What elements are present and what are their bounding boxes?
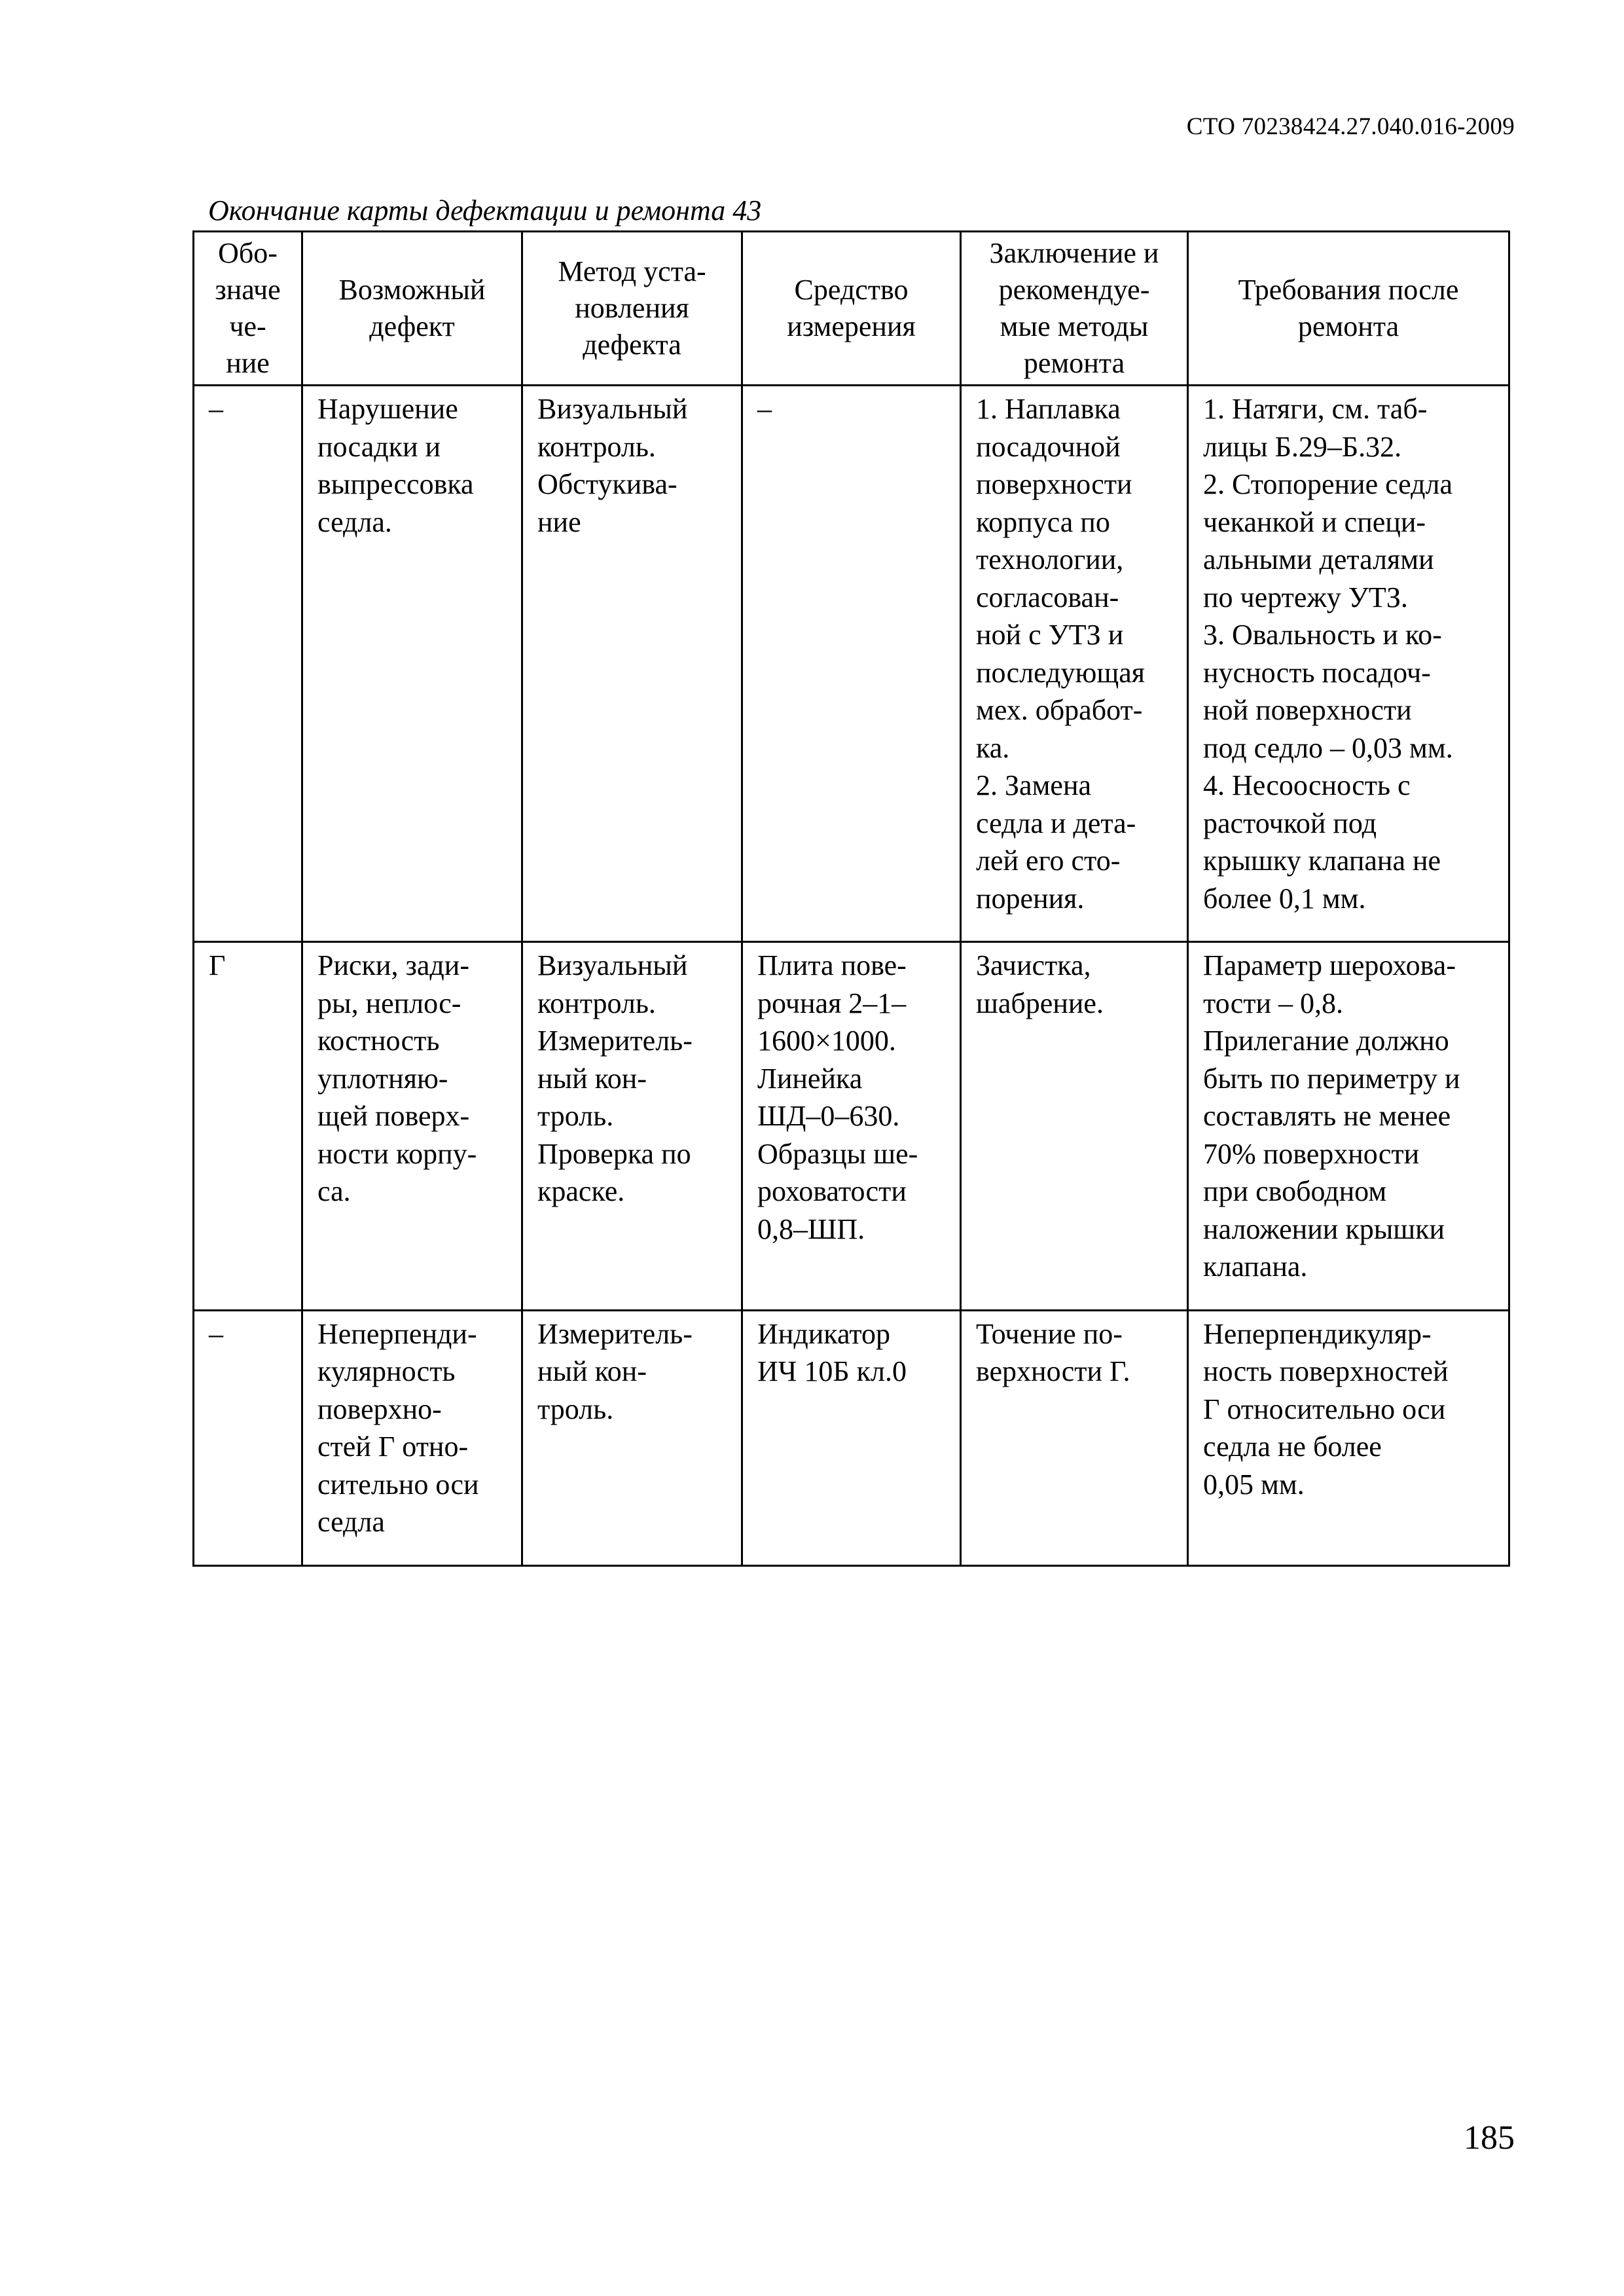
header-measuring-tool: Средство измерения	[742, 232, 961, 386]
cell-requirements: Параметр шерохова- тости – 0,8. Прилегание должно быть по периметру и составлять не менее 70% поверхности при свободном наложении крышки клапана.	[1188, 942, 1509, 1311]
cell-requirements: Неперпендикуляр- ность поверхностей Г относительно оси седла не более 0,05 мм.	[1188, 1310, 1509, 1565]
cell-designation: Г	[194, 942, 302, 1311]
header-requirements: Требования после ремонта	[1188, 232, 1509, 386]
cell-method: Измеритель- ный кон- троль.	[522, 1310, 742, 1565]
table-row	[194, 1310, 1509, 1565]
cell-defect: Неперпенди- кулярность поверхно- стей Г отно- сительно оси седла	[302, 1310, 522, 1565]
header-conclusion-repair: Заключение и рекомендуе- мые методы ремонта	[961, 232, 1188, 386]
header-designation: Обо- значе че- ние	[194, 232, 302, 386]
table-row	[194, 386, 1509, 942]
defect-repair-table	[192, 230, 1510, 1567]
cell-requirements: 1. Натяги, см. таб- лицы Б.29–Б.32. 2. Стопорение седла чеканкой и специ- альными деталями по чертежу УТЗ. 3. Овальность и ко- нусность посадоч- ной поверхности под седло – 0,03 мм. 4. Несоосность с расточкой под крышку клапана не более 0,1 мм.	[1188, 386, 1509, 942]
page-number: 185	[1464, 2119, 1515, 2157]
cell-tool: Индикатор ИЧ 10Б кл.0	[742, 1310, 961, 1565]
cell-method: Визуальный контроль. Измеритель- ный кон- троль. Проверка по краске.	[522, 942, 742, 1311]
header-possible-defect: Возможный дефект	[302, 232, 522, 386]
table-header-row	[194, 232, 1509, 386]
cell-defect: Нарушение посадки и выпрессовка седла.	[302, 386, 522, 942]
header-detection-method: Метод уста- новления дефекта	[522, 232, 742, 386]
table-caption: Окончание карты дефектации и ремонта 43	[208, 194, 762, 227]
cell-defect: Риски, зади- ры, неплос- костность уплотняю- щей поверх- ности корпу- са.	[302, 942, 522, 1311]
document-code: СТО 70238424.27.040.016-2009	[1186, 113, 1515, 140]
cell-tool: Плита пове- рочная 2–1– 1600×1000. Линейка ШД–0–630. Образцы ше- роховатости 0,8–ШП.	[742, 942, 961, 1311]
table-row	[194, 942, 1509, 1311]
cell-repair: Точение по- верхности Г.	[961, 1310, 1188, 1565]
cell-method: Визуальный контроль. Обстукива- ние	[522, 386, 742, 942]
cell-tool: –	[742, 386, 961, 942]
cell-repair: Зачистка, шабрение.	[961, 942, 1188, 1311]
cell-repair: 1. Наплавка посадочной поверхности корпуса по технологии, согласован- ной с УТЗ и последующая мех. обработ- ка. 2. Замена седла и дета- лей его сто- порения.	[961, 386, 1188, 942]
cell-designation: –	[194, 1310, 302, 1565]
cell-designation: –	[194, 386, 302, 942]
